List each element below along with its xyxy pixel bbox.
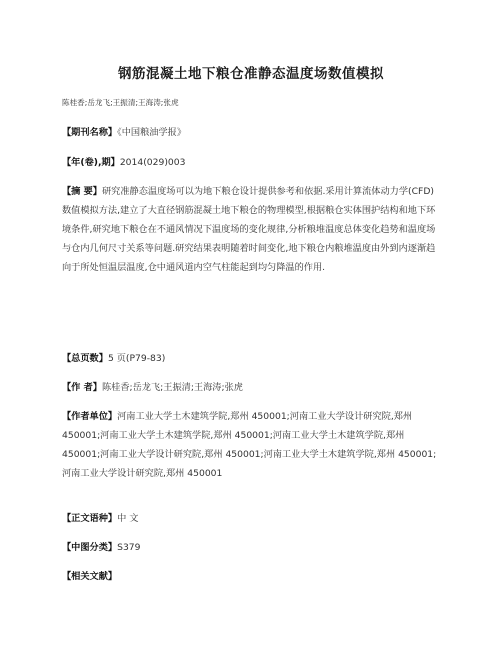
related-field <box>62 567 442 586</box>
classification-value: S379 <box>117 542 141 553</box>
abstract-field <box>62 182 442 277</box>
language-value: 中 文 <box>117 513 139 524</box>
affiliation-label: 【作者单位】 <box>62 411 118 422</box>
language-label: 【正文语种】 <box>62 513 118 524</box>
pages-field <box>62 349 442 368</box>
pages-value: 5 页(P79-83) <box>107 353 166 364</box>
author-value: 陈桂香;岳龙飞;王振清;王海涛;张虎 <box>101 382 243 393</box>
abstract-label: 【摘 要】 <box>62 186 102 197</box>
author-field <box>62 378 442 397</box>
related-label: 【相关文献】 <box>62 571 118 582</box>
affiliation-field <box>62 407 442 483</box>
pages-label: 【总页数】 <box>62 353 108 364</box>
authors-line: 陈桂香;岳龙飞;王振清;王海涛;张虎 <box>62 98 179 107</box>
affiliation-value: 河南工业大学土木建筑学院,郑州 450001;河南工业大学设计研究院,郑州 450001;河南工业大学土木建筑学院,郑州 450001;河南工业大学土木建筑学院,郑州 450001;河南工业大学设计研究院,郑州 450001;河南工业大学土木建筑学院,郑州 450001;河南工业大学设计研究院,郑州 450001 <box>62 411 437 479</box>
classification-label: 【中图分类】 <box>62 542 118 553</box>
language-field <box>62 509 442 528</box>
journal-field <box>62 123 442 142</box>
document-title: 钢筋混凝土地下粮仓准静态温度场数值模拟 <box>118 66 384 82</box>
classification-field <box>62 538 442 557</box>
abstract-value: 研究准静态温度场可以为地下粮仓设计提供参考和依据.采用计算流体动力学(CFD)数值模拟方法,建立了大直径钢筋混凝土地下粮仓的物理模型,根据粮仓实体围护结构和地下环境条件,研究地下粮仓在不通风情况下温度场的变化规律,分析粮堆温度总体变化趋势和温度场与仓内几何尺寸关系等问题.研究结果表明随着时间变化,地下粮仓内粮堆温度由外到内逐渐趋向于所处恒温层温度,仓中通风道内空气柱能起到均匀降温的作用. <box>62 186 436 273</box>
year-issue-field <box>62 153 442 172</box>
year-issue-label: 【年(卷),期】 <box>62 157 120 168</box>
author-label: 【作 者】 <box>62 382 102 393</box>
year-issue-value: 2014(029)003 <box>119 157 186 168</box>
journal-value: 《中国粮油学报》 <box>117 127 187 138</box>
journal-label: 【期刊名称】 <box>62 127 118 138</box>
